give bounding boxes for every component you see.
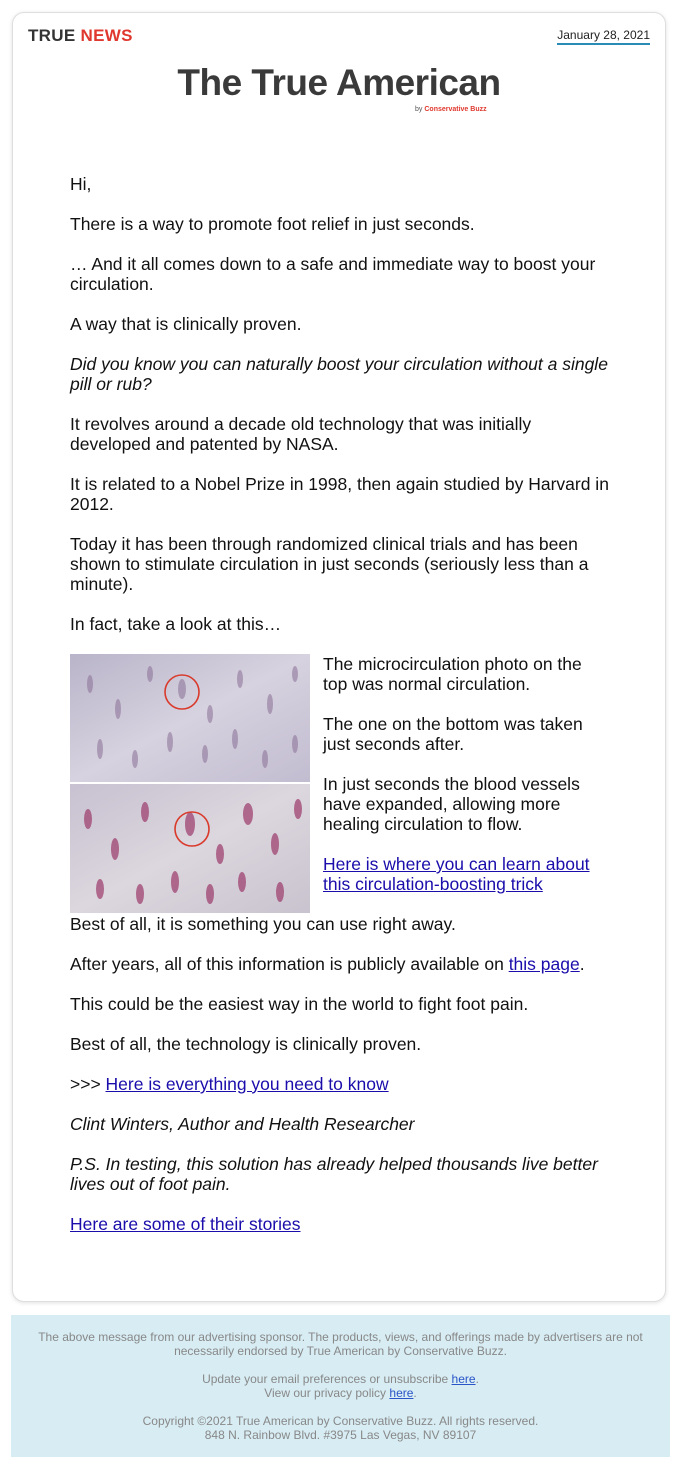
email-card bbox=[12, 12, 666, 1302]
paragraph-end: . bbox=[579, 954, 585, 974]
paragraph: It revolves around a decade old technology that was initially developed and patented by NASA. bbox=[70, 414, 532, 454]
preferences-text: Update your email preferences or unsubscribe bbox=[202, 1372, 452, 1386]
brand-logo-true: TRUE bbox=[28, 26, 76, 45]
postscript: P.S. In testing, this solution has already helped thousands live better lives out of foot pain. bbox=[70, 1154, 598, 1194]
greeting: Hi, bbox=[70, 174, 92, 194]
footer-preferences bbox=[11, 1372, 670, 1400]
stories-link[interactable]: Here are some of their stories bbox=[70, 1214, 301, 1234]
masthead-title: The True American bbox=[177, 62, 501, 103]
address-text: 848 N. Rainbow Blvd. #3975 Las Vegas, NV 89107 bbox=[204, 1428, 477, 1442]
brand-logo-news: NEWS bbox=[80, 26, 133, 45]
privacy-text: View our privacy policy bbox=[264, 1386, 390, 1400]
privacy-end: . bbox=[413, 1386, 417, 1400]
masthead-brand: Conservative Buzz bbox=[424, 106, 487, 113]
copyright-text: Copyright ©2021 True American by Conservative Buzz. All rights reserved. bbox=[142, 1414, 539, 1428]
unsubscribe-link[interactable]: here bbox=[451, 1372, 476, 1386]
signature: Clint Winters, Author and Health Researcher bbox=[70, 1114, 415, 1134]
paragraph: There is a way to promote foot relief in just seconds. bbox=[70, 214, 475, 234]
paragraph: … And it all comes down to a safe and immediate way to boost your circulation. bbox=[70, 254, 596, 294]
brand-logo[interactable] bbox=[28, 26, 133, 46]
paragraph: A way that is clinically proven. bbox=[70, 314, 302, 334]
microcirculation-photo bbox=[70, 654, 310, 913]
arrow-prefix: >>> bbox=[70, 1074, 106, 1094]
paragraph: Best of all, the technology is clinically proven. bbox=[70, 1034, 422, 1054]
email-body bbox=[70, 174, 610, 1254]
paragraph-italic: Did you know you can naturally boost your circulation without a single pill or rub? bbox=[70, 354, 608, 394]
this-page-link[interactable]: this page bbox=[508, 954, 580, 974]
paragraph-text: After years, all of this information is publicly available on bbox=[70, 954, 509, 974]
photo-caption: The one on the bottom was taken just seconds after. bbox=[323, 714, 583, 754]
masthead-subtitle bbox=[415, 106, 487, 113]
paragraph: Best of all, it is something you can use right away. bbox=[70, 914, 456, 934]
paragraph: It is related to a Nobel Prize in 1998, then again studied by Harvard in 2012. bbox=[70, 474, 609, 514]
footer-disclaimer: The above message from our advertising sponsor. The products, views, and offerings made by advertisers are not necessarily endorsed by True American by Conservative Buzz. bbox=[38, 1330, 643, 1358]
footer-copyright bbox=[11, 1414, 670, 1442]
everything-link[interactable]: Here is everything you need to know bbox=[105, 1074, 389, 1094]
paragraph: In fact, take a look at this… bbox=[70, 614, 282, 634]
paragraph bbox=[70, 1074, 610, 1094]
photo-top bbox=[70, 654, 310, 782]
photo-caption: The microcirculation photo on the top was normal circulation. bbox=[323, 654, 582, 694]
date-link[interactable]: January 28, 2021 bbox=[557, 28, 650, 45]
preferences-end: . bbox=[475, 1372, 479, 1386]
footer bbox=[11, 1315, 670, 1457]
learn-trick-link[interactable]: Here is where you can learn about this circulation-boosting trick bbox=[323, 854, 590, 894]
masthead-by: by bbox=[415, 106, 423, 113]
privacy-policy-link[interactable]: here bbox=[389, 1386, 414, 1400]
masthead[interactable] bbox=[13, 61, 665, 113]
photo-caption: In just seconds the blood vessels have expanded, allowing more healing circulation to flow. bbox=[323, 774, 580, 834]
paragraph: This could be the easiest way in the world to fight foot pain. bbox=[70, 994, 529, 1014]
paragraph bbox=[70, 954, 610, 974]
paragraph: Today it has been through randomized clinical trials and has been shown to stimulate circulation in just seconds (seriously less than a minute). bbox=[70, 534, 589, 594]
